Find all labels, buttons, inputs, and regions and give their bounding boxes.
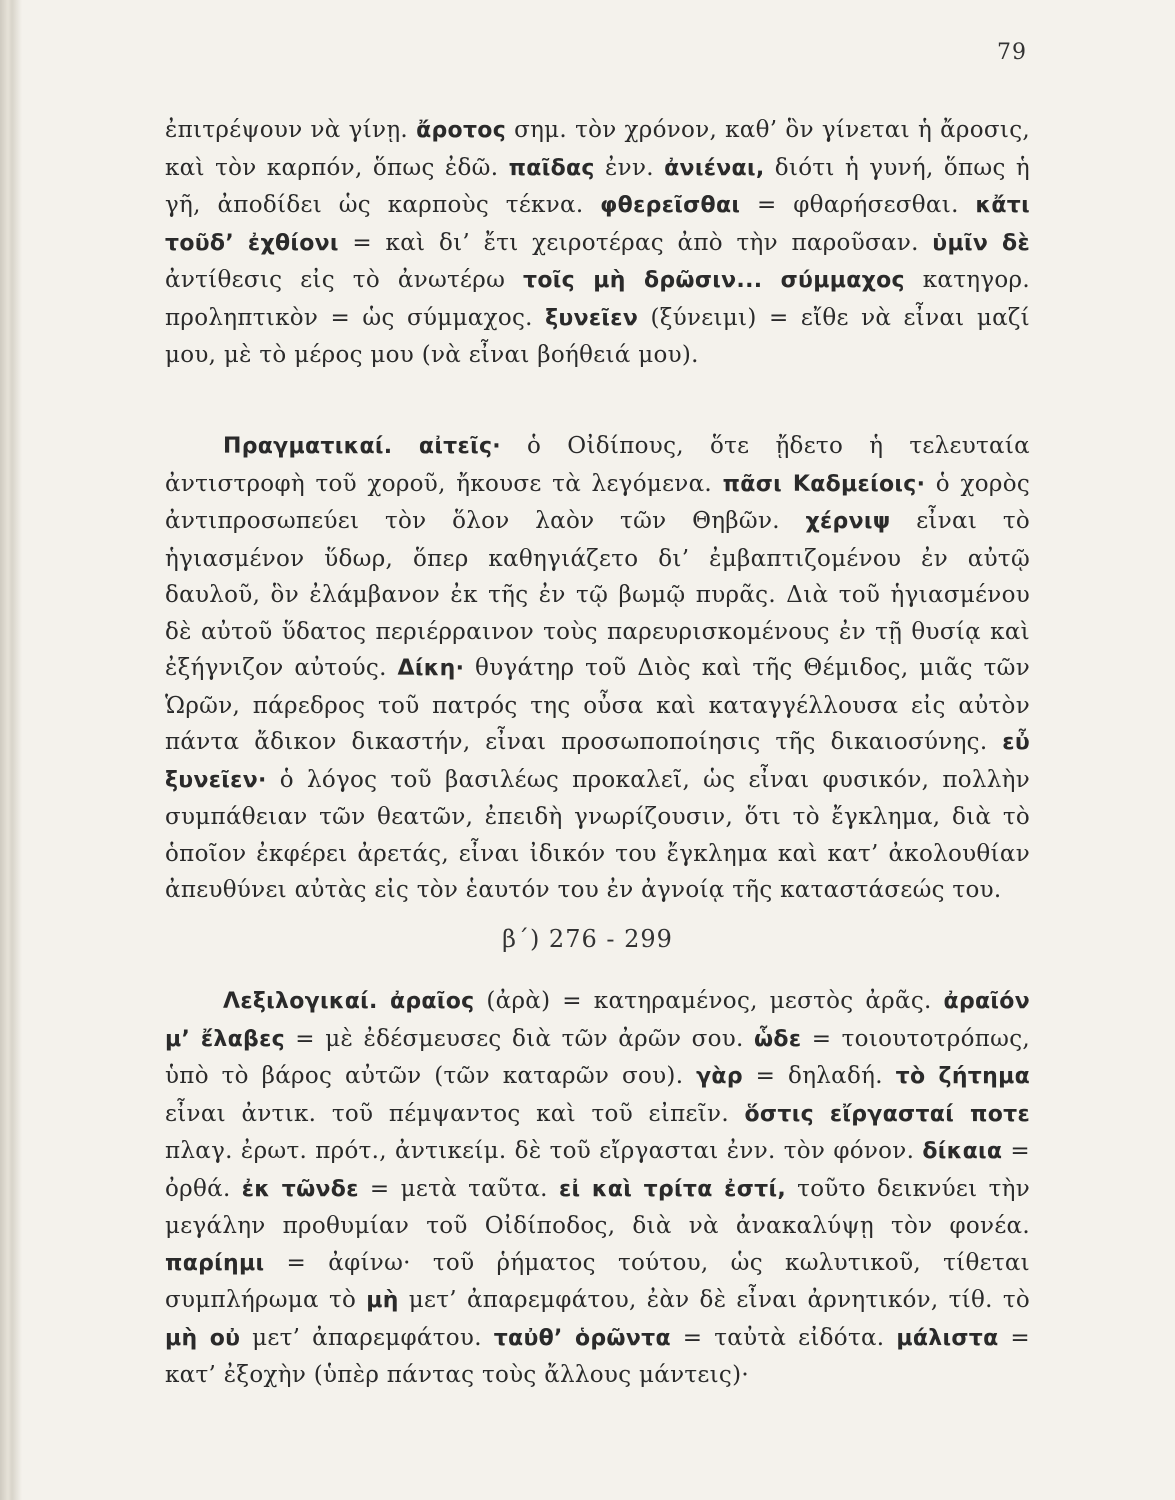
text: μετ’ ἀπαρεμφάτου. bbox=[240, 1324, 494, 1351]
term: ἀραῖόν μ’ ἔλαβες bbox=[165, 989, 1030, 1052]
text: = καὶ δι’ ἔτι χειροτέρας ἀπὸ τὴν παροῦσαν. bbox=[338, 229, 933, 256]
text: ἐπιτρέψουν νὰ γίνῃ. bbox=[165, 117, 417, 143]
text: = τοιουτοτρόπως, ὑπὸ τὸ βάρος αὐτῶν (τῶν καταρῶν σου). bbox=[165, 1025, 1031, 1089]
text: εἶναι ἀντικ. τοῦ πέμψαντος καὶ τοῦ εἰπεῖν. bbox=[165, 1100, 745, 1127]
text: (ξύνειμι) = εἴθε νὰ εἶναι μαζί μου, μὲ τὸ μέρος μου (νὰ εἶναι βοήθειά μου). bbox=[165, 304, 1030, 368]
section-heading: β΄) 276 - 299 bbox=[502, 925, 673, 953]
term: παῖδας bbox=[508, 155, 595, 181]
term: χέρνιψ bbox=[805, 509, 891, 534]
text: κατηγορ. προληπτικὸν = ὡς σύμμαχος. bbox=[165, 267, 1030, 331]
text: ἐνν. bbox=[594, 154, 665, 181]
term: κἄτι τοῦδ’ ἐχθίονι bbox=[165, 193, 1030, 256]
text: = ταὐτὰ εἰδότα. bbox=[670, 1324, 897, 1351]
text: ὁ χορὸς ἀντιπροσωπεύει τὸν ὅλον λαὸν τῶν Θηβῶν. bbox=[165, 470, 1031, 534]
page-binding-edge bbox=[0, 0, 22, 1500]
text: = δηλαδή. bbox=[742, 1063, 896, 1089]
text: τοῦτο δεικνύει τὴν μεγάλην προθυμίαν τοῦ Οἰδίποδος, διὰ νὰ ἀνακαλύψῃ τὸν φονέα. bbox=[165, 1175, 1030, 1239]
term: μὴ bbox=[366, 1288, 399, 1313]
text: ἀντίθεσις εἰς τὸ ἀνωτέρω bbox=[165, 267, 524, 293]
text: πλαγ. ἐρωτ. πρότ., ἀντικείμ. δὲ τοῦ εἴργασται ἐνν. τὸν φόνον. bbox=[165, 1138, 923, 1164]
term: πᾶσι Καδμείοις· bbox=[722, 471, 926, 497]
text: σημ. τὸν χρόνον, καθ’ ὃν γίνεται ἡ ἄροσις, καὶ τὸν καρπόν, ὅπως ἐδῶ. bbox=[165, 117, 1030, 181]
text: = φθαρήσεσθαι. bbox=[740, 192, 976, 218]
text: = ὀρθά. bbox=[165, 1138, 1030, 1202]
text: διότι ἡ γυνή, ὅπως ἡ γῆ, ἀποδίδει ὡς καρποὺς τέκνα. bbox=[165, 154, 1030, 218]
text: = κατ’ ἐξοχὴν (ὑπὲρ πάντας τοὺς ἄλλους μάντεις)· bbox=[165, 1324, 1030, 1388]
term: μὴ οὐ bbox=[165, 1325, 241, 1351]
term: ἐκ τῶνδε bbox=[241, 1176, 359, 1202]
term: εὖ ξυνεῖεν· bbox=[165, 730, 1030, 793]
term: ὑμῖν δὲ bbox=[932, 230, 1030, 256]
text: = μὲ ἐδέσμευσες διὰ τῶν ἀρῶν σου. bbox=[284, 1025, 755, 1052]
term: δίκαια bbox=[922, 1139, 1003, 1164]
text: = μετὰ ταῦτα. bbox=[358, 1175, 559, 1202]
text: (ἀρὰ) = κατηραμένος, μεστὸς ἀρᾶς. bbox=[474, 988, 944, 1014]
section-label: Πραγματικαί. αἰτεῖς· bbox=[223, 434, 501, 459]
term: εἰ καὶ τρίτα ἐστί, bbox=[558, 1176, 786, 1202]
term: ὧδε bbox=[754, 1026, 802, 1052]
term: ἄροτος bbox=[416, 118, 507, 143]
term: τοῖς μὴ δρῶσιν... σύμμαχος bbox=[523, 268, 905, 293]
term: ἀνιέναι, bbox=[664, 155, 765, 181]
page-number: 79 bbox=[997, 40, 1027, 65]
term: Δίκη· bbox=[397, 656, 465, 681]
text: μετ’ ἀπαρεμφάτου, ἐὰν δὲ εἶναι ἀρνητικόν, τίθ. τὸ bbox=[398, 1287, 1030, 1313]
text: ὁ Οἰδίπους, ὅτε ᾔδετο ἡ τελευταία ἀντιστροφὴ τοῦ χοροῦ, ἤκουσε τὰ λεγόμενα. bbox=[165, 433, 1031, 497]
paragraph-pragmatikai bbox=[165, 428, 1030, 909]
term: τὸ ζήτημα bbox=[895, 1064, 1030, 1089]
term: παρίημι bbox=[165, 1250, 265, 1276]
text: θυγάτηρ τοῦ Διὸς καὶ τῆς Θέμιδος, μιᾶς τῶν Ὡρῶν, πάρεδρος τοῦ πατρός της οὖσα καὶ καταγγέλλουσα εἰς αὐτὸν πάντα ἄδικον δικαστήν, εἶναι προσωποποίησις τῆς δικαιοσύνης. bbox=[165, 655, 1030, 755]
text: = ἀφίνω· τοῦ ῥήματος τούτου, ὡς κωλυτικοῦ, τίθεται συμπλήρωμα τὸ bbox=[165, 1249, 1030, 1313]
term: φθερεῖσθαι bbox=[600, 193, 741, 218]
term: ταὐθ’ ὁρῶντα bbox=[493, 1325, 671, 1351]
term: ξυνεῖεν bbox=[545, 305, 639, 331]
term: μάλιστα bbox=[896, 1325, 999, 1351]
paragraph-lexilogikai bbox=[165, 983, 1030, 1394]
text: εἶναι τὸ ἡγιασμένον ὕδωρ, ὅπερ καθηγιάζετο δι’ ἐμβαπτιζομένου ἐν αὐτῷ δαυλοῦ, ὃν ἐλάμβανον ἐκ τῆς ἐν τῷ βωμῷ πυρᾶς. Διὰ τοῦ ἡγιασμένου δὲ αὐτοῦ ὕδατος περιέρραινον τοὺς παρευρισκομένους ἐν τῇ θυσίᾳ καὶ ἐξήγνιζον αὐτούς. bbox=[165, 508, 1030, 681]
section-label: Λεξιλογικαί. ἀραῖος bbox=[223, 989, 475, 1014]
term: γὰρ bbox=[696, 1064, 743, 1089]
term: ὅστις εἴργασταί ποτε bbox=[744, 1101, 1030, 1127]
paragraph-glossary-continued bbox=[165, 112, 1030, 374]
text: ὁ λόγος τοῦ βασιλέως προκαλεῖ, ὡς εἶναι φυσικόν, πολλὴν συμπάθειαν τῶν θεατῶν, ἐπειδὴ γνωρίζουσιν, ὅτι τὸ ἔγκλημα, διὰ τὸ ὁποῖον ἐκφέρει ἀρετάς, εἶναι ἰδικόν του ἔγκλημα καὶ κατ’ ἀκολουθίαν ἀπευθύνει αὐτὰς εἰς τὸν ἑαυτόν του ἐν ἀγνοίᾳ τῆς καταστάσεώς του. bbox=[165, 766, 1030, 903]
